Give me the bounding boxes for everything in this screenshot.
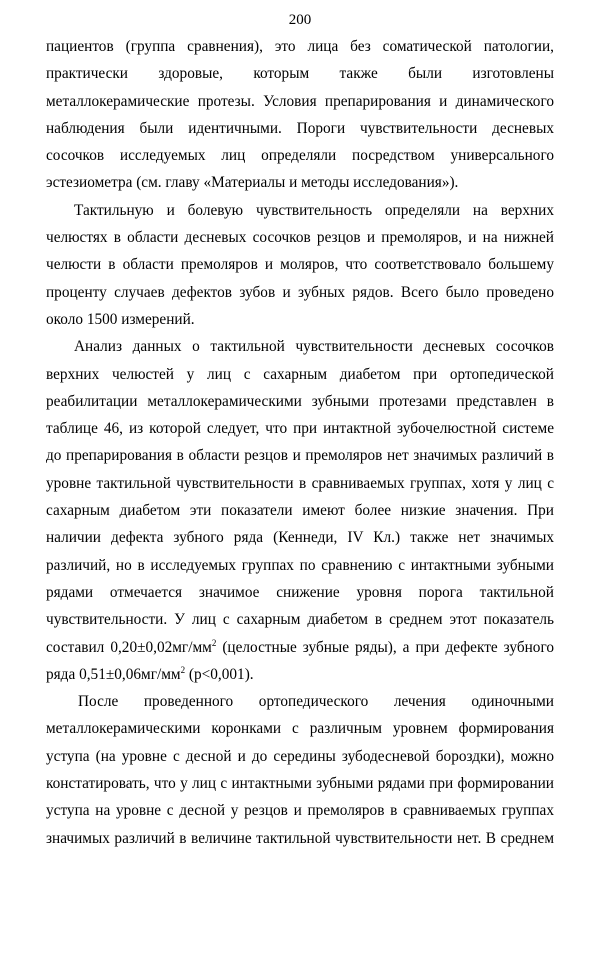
text-line: наличии дефекта зубного ряда (Кеннеди, IV Кл.) также нет значимых xyxy=(46,529,554,547)
page-number: 200 xyxy=(288,12,312,28)
text-line: около 1500 измерений. xyxy=(46,310,195,328)
text-line: наблюдения были идентичными. Пороги чувствительности десневых xyxy=(46,119,554,137)
text-line: уступа (на уровне с десной и до середины зубодесневой бороздки), можно xyxy=(46,747,554,765)
text-line: различий, но в исследуемых группах по сравнению с интактными зубными xyxy=(46,556,554,574)
text-line: до препарирования в области резцов и премоляров нет значимых различий в xyxy=(46,447,554,465)
text-segment: (р<0,001). xyxy=(185,665,254,683)
text-line: сосочков исследуемых лиц определяли посредством универсального xyxy=(46,147,554,165)
paragraph-2 xyxy=(46,197,554,333)
text-line: челюстях в области десневых сосочков резцов и премоляров, и на нижней xyxy=(46,229,554,247)
text-line: После проведенного ортопедического лечения одиночными xyxy=(78,693,554,711)
superscript: 2 xyxy=(211,637,217,648)
text-line-with-superscript xyxy=(46,661,554,688)
text-line: чувствительности. У лиц с сахарным диабетом в среднем этот показатель xyxy=(46,611,554,629)
text-line: проценту случаев дефектов зубов и зубных рядов. Всего было проведено xyxy=(46,283,554,301)
text-line: металлокерамические протезы. Условия препарирования и динамического xyxy=(46,92,554,110)
text-segment: составил 0,20±0,02мг/мм xyxy=(46,638,212,656)
text-line: пациентов (группа сравнения), это лица без соматической патологии, xyxy=(46,38,554,55)
text-line: верхних челюстей у лиц с сахарным диабетом при ортопедической xyxy=(46,365,554,383)
text-line: Анализ данных о тактильной чувствительности десневых сосочков xyxy=(74,338,554,356)
text-segment: (целостные зубные ряды), а при дефекте зубного xyxy=(216,638,554,656)
text-line: значимых различий в величине тактильной чувствительности нет. В среднем xyxy=(46,829,554,847)
text-line: металлокерамическими коронками с различным уровнем формирования xyxy=(46,720,554,738)
superscript: 2 xyxy=(180,664,186,675)
text-line: сахарным диабетом эти показатели имеют более низкие значения. При xyxy=(46,502,554,520)
paragraph-4 xyxy=(46,688,554,852)
text-line: рядами отмечается значимое снижение уровня порога тактильной xyxy=(46,583,554,601)
text-line: практически здоровые, которым также были изготовлены xyxy=(46,65,554,83)
text-line-with-superscript xyxy=(46,634,554,661)
text-line: Тактильную и болевую чувствительность определяли на верхних xyxy=(74,201,554,219)
text-line: эстезиометра (см. главу «Материалы и методы исследования»). xyxy=(46,174,459,192)
text-line: констатировать, что у лиц с интактными зубными рядами при формировании xyxy=(46,775,554,793)
text-line: таблице 46, из которой следует, что при интактной зубочелюстной системе xyxy=(46,420,554,438)
text-segment: ряда 0,51±0,06мг/мм xyxy=(46,665,181,683)
paragraph-3 xyxy=(46,333,554,688)
text-line: реабилитации металлокерамическими зубными протезами представлен в xyxy=(46,392,554,410)
text-line: уступа на уровне с десной у резцов и премоляров в сравниваемых группах xyxy=(46,802,554,820)
text-line: челюсти в области премоляров и моляров, что соответствовало большему xyxy=(46,256,554,274)
paragraph-1 xyxy=(46,33,554,197)
text-line: уровне тактильной чувствительности в сравниваемых группах, хотя у лиц с xyxy=(46,474,554,492)
document-body xyxy=(46,33,554,852)
